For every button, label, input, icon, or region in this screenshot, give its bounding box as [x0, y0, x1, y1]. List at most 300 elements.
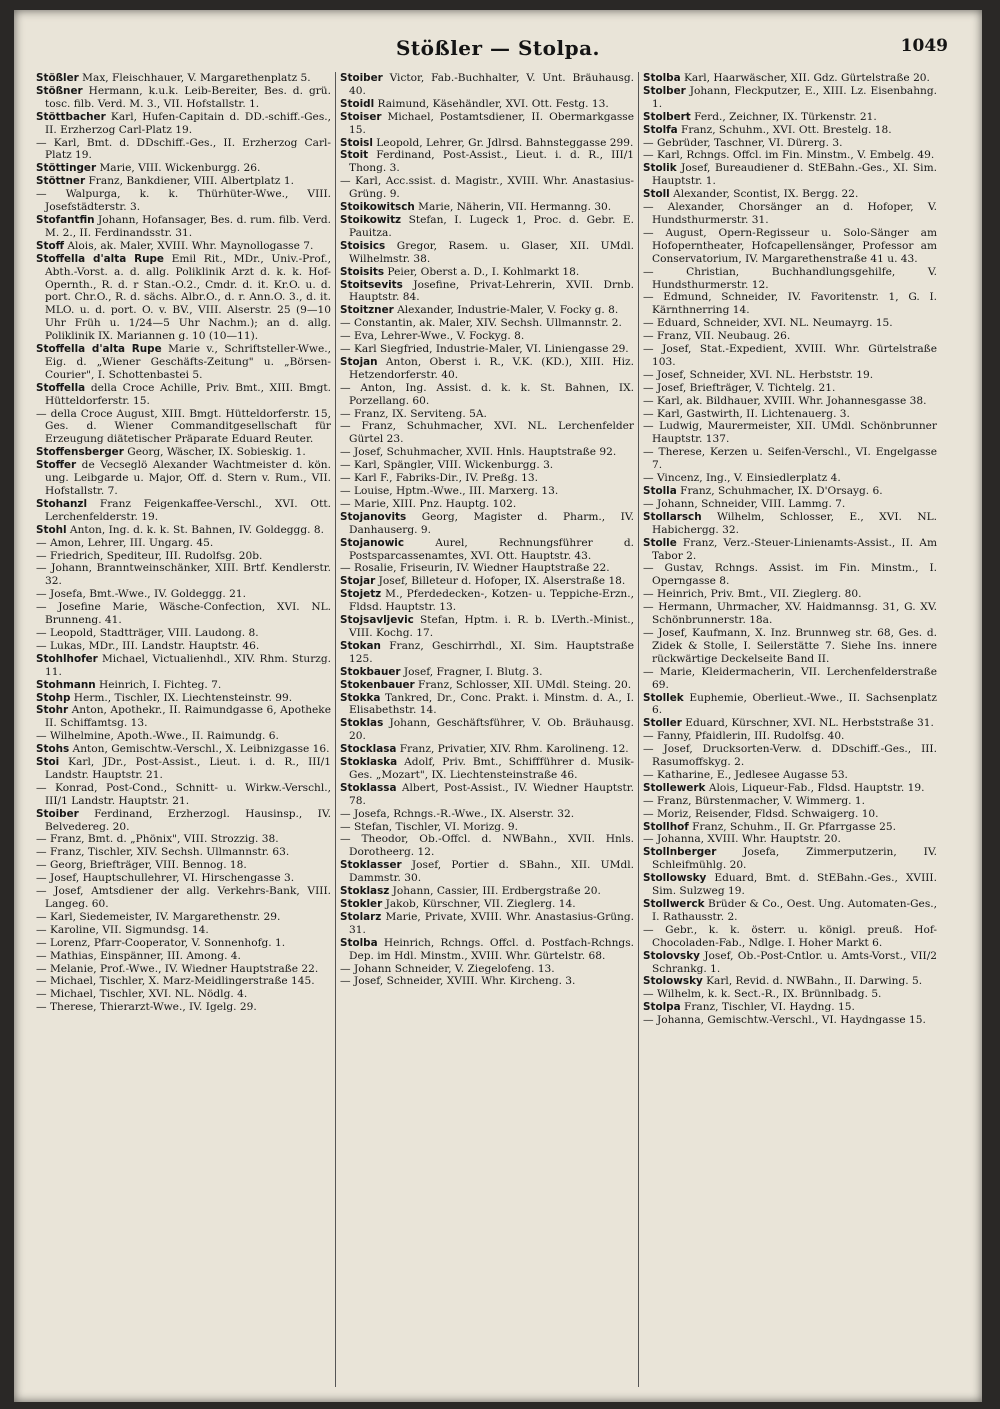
entry-details: — Marie, Kleidermacherin, VII. Lerchenfelderstraße 69.	[643, 665, 937, 691]
directory-entry	[36, 175, 331, 188]
entry-details: Franz, Privatier, XIV. Rhm. Karolineng. 12.	[396, 743, 629, 756]
directory-entry	[643, 898, 937, 924]
entry-details: Georg, Magister d. Pharm., IV. Danhauserg. 9.	[349, 510, 634, 536]
entry-surname: Stokka	[340, 691, 381, 704]
entry-details: Johann, Geschäftsführer, V. Ob. Bräuhausg. 20.	[349, 717, 634, 743]
entry-details: — Christian, Buchhandlungsgehilfe, V. Hundsthurmerstr. 12.	[643, 265, 937, 291]
directory-entry	[340, 408, 634, 421]
entry-details: Peier, Oberst a. D., I. Kohlmarkt 18.	[384, 265, 580, 278]
entry-details: — Karl Siegfried, Industrie-Maler, VI. Liniengasse 29.	[340, 343, 629, 356]
directory-entry	[340, 72, 634, 98]
directory-entry	[340, 214, 634, 240]
directory-entry	[36, 950, 331, 963]
entry-details: — Karl F., Fabriks-Dir., IV. Preßg. 13.	[340, 472, 538, 485]
directory-entry	[643, 382, 937, 395]
entry-details: — Michael, Tischler, X. Marz-Meidlingerstraße 145.	[36, 975, 315, 988]
entry-details: — August, Opern-Regisseur u. Solo-Sänger am Hofoperntheater, Hofcapellensänger, Professor am Conservatorium, IV. Margarethenstraße 41 u. 43.	[643, 226, 937, 265]
entry-details: — Josef, Schuhmacher, XVII. Hnls. Hauptstraße 92.	[340, 446, 617, 459]
entry-details: Franz, Schuhm., II. Gr. Pfarrgasse 25.	[688, 820, 896, 833]
entry-details: — Lukas, MDr., III. Landstr. Hauptstr. 46.	[36, 639, 260, 652]
entry-surname: Stoklasser	[340, 859, 402, 872]
entry-details: Alois, Liqueur-Fab., Fldsd. Hauptstr. 19.	[705, 781, 925, 794]
entry-details: Marie, Näherin, VII. Hermanng. 30.	[414, 201, 612, 214]
directory-entry	[36, 524, 331, 537]
directory-entry	[643, 769, 937, 782]
entry-surname: Stoitsevits	[340, 278, 403, 291]
directory-entry	[643, 975, 937, 988]
entry-details: — Wilhelmine, Apoth.-Wwe., II. Raimundg. 6.	[36, 730, 279, 743]
entry-details: — Josefine Marie, Wäsche-Confection, XVI. NL. Brunneng. 41.	[36, 601, 331, 627]
entry-details: — Josef, Drucksorten-Verw. d. DDschiff.-Ges., III. Rasumoffskyg. 2.	[643, 743, 937, 769]
entry-surname: Stoit	[340, 149, 369, 162]
entry-details: — Johanna, Gemischtw.-Verschl., VI. Haydngasse 15.	[643, 1014, 926, 1027]
entry-details: — Heinrich, Priv. Bmt., VII. Zieglerg. 80.	[643, 588, 862, 601]
entry-details: Emil Rit., MDr., Univ.-Prof., Abth.-Vorst. a. d. allg. Poliklinik Arzt d. k. k. Hof-Opernth., R. d. r Stan.-O.2., Cmdr. d. it. Kr.O. u. d. port. Chr.O., R. d. sächs. Albr.O., d. r. Ann.O. 3., d. it. MLO. u. d. port. O. v. BV., VIII. Alserstr. 25 (9—10 Uhr Früh u. 1/24—5 Uhr Nachm.); an d. allg. Poliklinik IX. Mariannen g. 10 (10—11).	[45, 252, 331, 343]
entry-surname: Stollwerck	[643, 898, 705, 910]
entry-details: Josef, Billeteur d. Hofoper, IX. Alserstraße 18.	[375, 575, 626, 588]
entry-surname: Stollowsky	[643, 872, 707, 885]
entry-details: — della Croce August, XIII. Bmgt. Hütteldorferstr. 15, Ges. d. Wiener Commanditgesellschaft für Erzeugung diätetischer Präparate Eduard Reuter.	[36, 407, 331, 446]
directory-columns	[32, 72, 964, 1387]
entry-details: — Gebr., k. k. österr. u. königl. preuß. Hof-Chocoladen-Fab., Ndlge. I. Hoher Markt 6.	[643, 923, 937, 949]
directory-entry	[340, 137, 634, 150]
directory-entry	[36, 704, 331, 730]
directory-entry	[36, 85, 331, 111]
directory-entry	[36, 743, 331, 756]
entry-details: Leopold, Lehrer, Gr. Jdlrsd. Bahnsteggasse 299.	[372, 136, 634, 149]
entry-details: — Karl, Spängler, VIII. Wickenburgg. 3.	[340, 459, 554, 472]
entry-details: Wilhelm, Schlosser, E., XVI. NL. Habichergg. 32.	[652, 510, 937, 536]
entry-surname: Stoisl	[340, 136, 373, 149]
directory-entry	[36, 756, 331, 782]
entry-details: — Karl, Siedemeister, IV. Margarethenstr. 29.	[36, 910, 281, 923]
entry-details: — Amon, Lehrer, III. Ungarg. 45.	[36, 536, 214, 549]
directory-entry	[643, 846, 937, 872]
directory-entry	[643, 666, 937, 692]
directory-entry	[36, 937, 331, 950]
directory-entry	[340, 588, 634, 614]
directory-entry	[36, 446, 331, 459]
directory-entry	[340, 614, 634, 640]
directory-entry	[340, 911, 634, 937]
entry-surname: Stofantfin	[36, 213, 95, 226]
entry-surname: Stoidl	[340, 97, 375, 110]
directory-entry	[643, 988, 937, 1001]
entry-surname: Stoikowitz	[340, 213, 402, 226]
directory-entry	[643, 1014, 937, 1027]
entry-surname: Stohl	[36, 523, 67, 536]
entry-details: Heinrich, Rchngs. Offcl. d. Postfach-Rchngs. Dep. im Hdl. Minstm., XVIII. Whr. Gürtelstr. 68.	[349, 936, 634, 962]
entry-details: Anton, Ing. d. k. k. St. Bahnen, IV. Goldeggg. 8.	[66, 523, 324, 536]
directory-entry	[36, 562, 331, 588]
entry-details: — Marie, XIII. Pnz. Hauptg. 102.	[340, 497, 517, 510]
entry-details: — Anton, Ing. Assist. d. k. k. St. Bahnen, IX. Porzellang. 60.	[340, 381, 634, 407]
entry-details: Georg, Wäscher, IX. Sobieskig. 1.	[123, 446, 306, 459]
directory-entry	[643, 498, 937, 511]
entry-surname: Stokbauer	[340, 665, 401, 678]
entry-details: — Eduard, Schneider, XVI. NL. Neumayrg. 15.	[643, 317, 893, 330]
directory-entry	[36, 885, 331, 911]
entry-details: Euphemie, Oberlieut.-Wwe., II. Sachsenplatz 6.	[652, 691, 937, 717]
directory-entry	[643, 537, 937, 563]
entry-details: Stefan, Hptm. i. R. b. LVerth.-Minist., VIII. Kochg. 17.	[349, 614, 634, 639]
directory-entry	[36, 601, 331, 627]
directory-entry	[340, 537, 634, 563]
entry-details: Franz Feigenkaffee-Verschl., XVI. Ott. Lerchenfelderstr. 19.	[45, 497, 331, 523]
directory-entry	[340, 330, 634, 343]
directory-entry	[340, 240, 634, 266]
directory-entry	[36, 833, 331, 846]
entry-surname: Stollarsch	[643, 510, 702, 523]
entry-details: — Johann Schneider, V. Ziegelofeng. 13.	[340, 962, 555, 975]
directory-entry	[36, 988, 331, 1001]
entry-details: Alexander, Scontist, IX. Bergg. 22.	[669, 188, 859, 201]
entry-details: — Josef, Hauptschullehrer, VI. Hirschengasse 3.	[36, 872, 295, 885]
directory-entry	[643, 743, 937, 769]
entry-details: — Karl, Acc.ssist. d. Magistr., XVIII. Whr. Anastasius-Grüng. 9.	[340, 175, 634, 201]
entry-details: Albert, Post-Assist., IV. Wiedner Hauptstr. 78.	[349, 781, 634, 807]
directory-entry	[36, 408, 331, 447]
entry-details: Josef, Bureaudiener d. StEBahn.-Ges., XI. Sim. Hauptstr. 1.	[652, 162, 937, 188]
directory-entry	[643, 446, 937, 472]
column-3	[638, 72, 941, 1387]
directory-entry	[340, 149, 634, 175]
entry-details: — Karl, ak. Bildhauer, XVIII. Whr. Johannesgasse 38.	[643, 394, 927, 407]
entry-details: — Karl, Gastwirth, II. Lichtenauerg. 3.	[643, 407, 850, 420]
entry-surname: Stoffella d'alta Rupe	[36, 343, 162, 356]
entry-details: Eduard, Kürschner, XVI. NL. Herbststraße 31.	[681, 717, 934, 730]
entry-details: — Gebrüder, Taschner, VI. Dürerg. 3.	[643, 136, 843, 149]
entry-surname: Stojanowic	[340, 536, 405, 549]
entry-surname: Stollhof	[643, 820, 689, 833]
entry-surname: Stokan	[340, 639, 381, 652]
directory-entry	[643, 227, 937, 266]
entry-details: — Konrad, Post-Cond., Schnitt- u. Wirkw.-Verschl., III/1 Landstr. Hauptstr. 21.	[36, 781, 331, 807]
entry-details: — Edmund, Schneider, IV. Favoritenstr. 1, G. I. Kärnthnerring 14.	[643, 291, 937, 317]
entry-surname: Stollek	[643, 691, 684, 704]
entry-details: Alois, ak. Maler, XVIII. Whr. Maynollogasse 7.	[64, 239, 314, 252]
directory-entry	[340, 640, 634, 666]
entry-details: Victor, Fab.-Buchhalter, V. Unt. Bräuhausg. 40.	[349, 72, 634, 97]
directory-entry	[340, 808, 634, 821]
directory-entry	[643, 72, 937, 85]
directory-entry	[643, 1001, 937, 1014]
entry-details: Raimund, Käsehändler, XVI. Ott. Festg. 13.	[374, 97, 609, 110]
directory-entry	[340, 821, 634, 834]
directory-entry	[340, 498, 634, 511]
directory-entry	[643, 692, 937, 718]
directory-entry	[36, 679, 331, 692]
directory-entry	[36, 188, 331, 214]
directory-entry	[340, 833, 634, 859]
directory-entry	[340, 459, 634, 472]
directory-entry	[340, 485, 634, 498]
entry-details: — Katharine, E., Jedlesee Augasse 53.	[643, 768, 848, 781]
entry-details: — Mathias, Einspänner, III. Among. 4.	[36, 949, 241, 962]
entry-details: — Louise, Hptm.-Wwe., III. Marxerg. 13.	[340, 485, 559, 497]
entry-surname: Stolber	[643, 84, 686, 97]
directory-entry	[36, 782, 331, 808]
directory-entry	[36, 627, 331, 640]
entry-details: Josef, Portier d. SBahn., XII. UMdl. Dammstr. 30.	[349, 859, 634, 885]
entry-details: Anton, Oberst i. R., V.K. (KD.), XIII. Hiz. Hetzendorferstr. 40.	[349, 355, 634, 381]
directory-entry	[340, 304, 634, 317]
directory-entry	[36, 963, 331, 976]
entry-surname: Stolbert	[643, 110, 691, 123]
entry-details: — Leopold, Stadtträger, VIII. Laudong. 8.	[36, 626, 259, 639]
directory-page	[14, 10, 982, 1402]
directory-entry	[340, 175, 634, 201]
entry-details: — Johann, Schneider, VIII. Lammg. 7.	[643, 497, 846, 510]
directory-entry	[643, 808, 937, 821]
directory-entry	[340, 975, 634, 988]
entry-surname: Stoffer	[36, 459, 77, 472]
directory-entry	[643, 369, 937, 382]
entry-surname: Stöttbacher	[36, 110, 106, 123]
directory-entry	[36, 911, 331, 924]
entry-details: — Franz, VII. Neubaug. 26.	[643, 330, 791, 343]
directory-entry	[643, 111, 937, 124]
directory-entry	[643, 562, 937, 588]
entry-details: Franz, Schlosser, XII. UMdl. Steing. 20.	[414, 678, 632, 691]
directory-entry	[643, 149, 937, 162]
entry-surname: Stolowsky	[643, 975, 703, 988]
entry-details: Josefine, Privat-Lehrerin, XVII. Drnb. Hauptstr. 84.	[349, 278, 634, 304]
directory-entry	[643, 872, 937, 898]
directory-entry	[36, 459, 331, 498]
directory-entry	[340, 98, 634, 111]
entry-details: — Theodor, Ob.-Offcl. d. NWBahn., XVII. Hnls. Dorotheerg. 12.	[340, 833, 634, 859]
directory-entry	[36, 137, 331, 163]
directory-entry	[643, 730, 937, 743]
entry-details: — Franz, Bmt. d. „Phönix", VIII. Strozzig. 38.	[36, 833, 279, 846]
directory-entry	[643, 137, 937, 150]
entry-details: — Josef, Kaufmann, X. Inz. Brunnweg str. 68, Ges. d. Zidek & Stolle, I. Seilerstätte 7. Siehe Ins. innere rückwärtige Deckelseite Band II.	[643, 626, 937, 665]
directory-entry	[36, 730, 331, 743]
entry-details: Gregor, Rasem. u. Glaser, XII. UMdl. Wilhelmstr. 38.	[349, 239, 634, 265]
entry-surname: Stohp	[36, 691, 71, 704]
entry-surname: Stoklassa	[340, 781, 397, 794]
entry-surname: Stojsavljevic	[340, 614, 414, 627]
entry-details: — Lorenz, Pfarr-Cooperator, V. Sonnenhofg. 1.	[36, 936, 286, 949]
entry-details: — Josef, Stat.-Expedient, XVIII. Whr. Gürtelstraße 103.	[643, 343, 937, 368]
page-number: 1049	[900, 36, 948, 56]
entry-details: — Josef, Briefträger, V. Tichtelg. 21.	[643, 381, 836, 394]
entry-surname: Stoll	[643, 188, 670, 201]
entry-details: Alexander, Industrie-Maler, V. Focky g. 8.	[393, 304, 619, 317]
directory-entry	[36, 550, 331, 563]
entry-surname: Stoisics	[340, 239, 386, 252]
entry-surname: Stoiser	[340, 110, 382, 123]
entry-surname: Stoff	[36, 239, 65, 252]
entry-surname: Stolovsky	[643, 949, 700, 962]
entry-details: — Josefa, Rchngs.-R.-Wwe., IX. Alserstr. 32.	[340, 807, 575, 820]
directory-entry	[340, 382, 634, 408]
directory-entry	[340, 575, 634, 588]
entry-details: Ferd., Zeichner, IX. Türkenstr. 21.	[690, 110, 877, 123]
directory-entry	[643, 201, 937, 227]
entry-details: — Johanna, XVIII. Whr. Hauptstr. 20.	[643, 833, 841, 846]
directory-entry	[643, 188, 937, 201]
entry-details: — Gustav, Rchngs. Assist. im Fin. Minstm., I. Operngasse 8.	[643, 562, 937, 588]
entry-details: Ferdinand, Post-Assist., Lieut. i. d. R., III/1 Thong. 3.	[349, 149, 634, 175]
entry-details: Adolf, Priv. Bmt., Schiffführer d. Musik-Ges. „Mozart", IX. Liechtensteinstraße 46.	[349, 756, 634, 781]
entry-details: — Karl, Rchngs. Offcl. im Fin. Minstm., V. Embelg. 49.	[643, 149, 935, 162]
entry-surname: Stolle	[643, 536, 677, 549]
entry-surname: Stoisits	[340, 265, 385, 278]
entry-surname: Stocklasa	[340, 743, 397, 756]
entry-details: — Michael, Tischler, XVI. NL. Nödlg. 4.	[36, 988, 248, 1001]
entry-details: Jakob, Kürschner, VII. Zieglerg. 14.	[382, 898, 576, 910]
directory-entry	[340, 717, 634, 743]
entry-details: — Georg, Briefträger, VIII. Bennog. 18.	[36, 859, 247, 872]
directory-entry	[340, 898, 634, 911]
directory-entry	[36, 498, 331, 524]
directory-entry	[340, 266, 634, 279]
entry-details: — Alexander, Chorsänger an d. Hofoper, V. Hundsthurmerstr. 31.	[643, 201, 937, 226]
directory-entry	[643, 485, 937, 498]
directory-entry	[643, 833, 937, 846]
directory-entry	[643, 821, 937, 834]
directory-entry	[36, 240, 331, 253]
entry-surname: Stoller	[643, 717, 682, 730]
directory-entry	[643, 420, 937, 446]
entry-surname: Stohs	[36, 743, 70, 756]
entry-details: Hermann, k.u.k. Leib-Bereiter, Bes. d. grü. tosc. filb. Verd. M. 3., VII. Hofstallstr. 1.	[45, 84, 331, 110]
entry-details: — Franz, Schuhmacher, XVI. NL. Lerchenfelder Gürtel 23.	[340, 420, 634, 446]
entry-surname: Stoikowitsch	[340, 201, 415, 214]
directory-entry	[340, 679, 634, 692]
entry-details: Michael, Postamtsdiener, II. Obermarkgasse 15.	[349, 110, 634, 136]
entry-surname: Stojan	[340, 355, 378, 368]
directory-entry	[643, 601, 937, 627]
entry-details: Michael, Victualienhdl., XIV. Rhm. Sturzg. 11.	[45, 652, 331, 678]
entry-surname: Stoklas	[340, 717, 384, 730]
entry-details: Stefan, I. Lugeck 1, Proc. d. Gebr. E. Pauitza.	[349, 213, 634, 239]
entry-details: Franz, Verz.-Steuer-Linienamts-Assist., II. Am Tabor 2.	[652, 536, 937, 562]
entry-details: Herm., Tischler, IX. Liechtensteinstr. 99.	[70, 691, 293, 704]
entry-details: Karl, Hufen-Capitain d. DD.-schiff.-Ges., II. Erzherzog Carl-Platz 19.	[45, 110, 331, 136]
directory-entry	[36, 1001, 331, 1014]
entry-surname: Stollewerk	[643, 781, 706, 794]
entry-surname: Stohr	[36, 704, 69, 717]
entry-details: Franz, Tischler, VI. Haydng. 15.	[680, 1001, 855, 1014]
entry-details: Josef, Ob.-Post-Cntlor. u. Amts-Vorst., VII/2 Schrankg. 1.	[652, 949, 937, 975]
entry-surname: Stößler	[36, 72, 79, 84]
entry-details: — Karl, Bmt. d. DDschiff.-Ges., II. Erzherzog Carl-Platz 19.	[36, 136, 331, 162]
directory-entry	[643, 266, 937, 292]
directory-entry	[643, 795, 937, 808]
entry-details: — Constantin, ak. Maler, XIV. Sechsh. Ullmannstr. 2.	[340, 317, 622, 330]
directory-entry	[643, 395, 937, 408]
page-header	[14, 36, 982, 66]
entry-surname: Stolik	[643, 162, 677, 175]
directory-entry	[643, 124, 937, 137]
directory-entry	[36, 872, 331, 885]
directory-entry	[340, 885, 634, 898]
entry-surname: Stolba	[340, 936, 378, 949]
directory-entry	[36, 588, 331, 601]
entry-details: — Ludwig, Maurermeister, XII. UMdl. Schönbrunner Hauptstr. 137.	[643, 420, 937, 446]
entry-details: — Moriz, Reisender, Fldsd. Schwaigerg. 10.	[643, 807, 879, 820]
entry-surname: Stolfa	[643, 123, 678, 136]
entry-details: — Wilhelm, k. k. Sect.-R., IX. Brünnlbadg. 5.	[643, 988, 882, 1001]
entry-details: Johann, Cassier, III. Erdbergstraße 20.	[389, 885, 601, 898]
entry-surname: Stoffella d'alta Rupe	[36, 252, 164, 265]
entry-surname: Stolarz	[340, 910, 382, 923]
entry-details: — Rosalie, Friseurin, IV. Wiedner Hauptstraße 22.	[340, 562, 610, 575]
directory-entry	[36, 924, 331, 937]
entry-surname: Stoffensberger	[36, 446, 124, 459]
directory-entry	[36, 653, 331, 679]
directory-entry	[340, 279, 634, 305]
directory-entry	[643, 162, 937, 188]
entry-details: — Therese, Kerzen u. Seifen-Verschl., VI. Engelgasse 7.	[643, 446, 937, 472]
directory-entry	[643, 291, 937, 317]
entry-surname: Stoklasz	[340, 885, 390, 898]
directory-entry	[643, 330, 937, 343]
column-2	[335, 72, 638, 1387]
entry-details: Karl, Revid. d. NWBahn., II. Darwing. 5.	[702, 975, 923, 988]
entry-surname: Stoffella	[36, 381, 86, 394]
entry-surname: Stöttinger	[36, 162, 97, 175]
entry-details: Tankred, Dr., Conc. Prakt. i. Minstm. d. A., I. Elisabethstr. 14.	[349, 691, 634, 717]
entry-surname: Stoi	[36, 756, 60, 769]
directory-entry	[36, 640, 331, 653]
directory-entry	[643, 472, 937, 485]
entry-details: — Franz, Tischler, XIV. Sechsh. Ullmannstr. 63.	[36, 846, 290, 859]
entry-surname: Stolba	[643, 72, 681, 84]
entry-details: Josefa, Zimmerputzerin, IV. Schleifmühlg. 20.	[652, 846, 937, 872]
entry-details: — Hermann, Uhrmacher, XV. Haidmannsg. 31, G. XV. Schönbrunnerstr. 18a.	[643, 601, 937, 627]
directory-entry	[643, 317, 937, 330]
directory-entry	[340, 859, 634, 885]
directory-entry	[36, 975, 331, 988]
directory-entry	[643, 924, 937, 950]
entry-details: Anton, Gemischtw.-Verschl., X. Leibnizgasse 16.	[69, 743, 330, 756]
directory-entry	[36, 72, 331, 85]
entry-details: Josef, Fragner, I. Blutg. 3.	[400, 665, 543, 678]
directory-entry	[340, 692, 634, 718]
entry-details: Eduard, Bmt. d. StEBahn.-Ges., XVIII. Sim. Sulzweg 19.	[652, 872, 937, 898]
entry-details: — Melanie, Prof.-Wwe., IV. Wiedner Hauptstraße 22.	[36, 962, 319, 975]
entry-details: — Stefan, Tischler, VI. Morizg. 9.	[340, 820, 518, 833]
directory-entry	[340, 446, 634, 459]
directory-entry	[643, 627, 937, 666]
directory-entry	[340, 201, 634, 214]
entry-details: — Friedrich, Spediteur, III. Rudolfsg. 20b.	[36, 549, 263, 562]
directory-entry	[36, 382, 331, 408]
entry-surname: Stojetz	[340, 588, 382, 601]
entry-details: M., Pferdedecken-, Kotzen- u. Teppiche-Erzn., Fldsd. Hauptstr. 13.	[349, 588, 634, 614]
entry-details: de Vecseglö Alexander Wachtmeister d. kön. ung. Leibgarde u. Major, Off. d. Stern v. Rum., VII. Hofstallstr. 7.	[45, 459, 331, 497]
entry-details: Marie, Private, XVIII. Whr. Anastasius-Grüng. 31.	[349, 910, 634, 936]
directory-entry	[643, 408, 937, 421]
directory-entry	[36, 111, 331, 137]
directory-entry	[340, 472, 634, 485]
entry-details: — Franz, Bürstenmacher, V. Wimmerg. 1.	[643, 794, 865, 807]
entry-surname: Stolpa	[643, 1001, 681, 1014]
entry-surname: Stoklaska	[340, 756, 398, 769]
directory-entry	[340, 420, 634, 446]
directory-entry	[643, 782, 937, 795]
entry-details: Karl, JDr., Post-Assist., Lieut. i. d. R., III/1 Landstr. Hauptstr. 21.	[45, 756, 331, 781]
entry-surname: Stohlhofer	[36, 652, 98, 665]
entry-surname: Stolla	[643, 485, 677, 497]
entry-details: — Vincenz, Ing., V. Einsiedlerplatz 4.	[643, 472, 841, 485]
directory-entry	[36, 343, 331, 382]
entry-details: — Karoline, VII. Sigmundsg. 14.	[36, 923, 209, 936]
